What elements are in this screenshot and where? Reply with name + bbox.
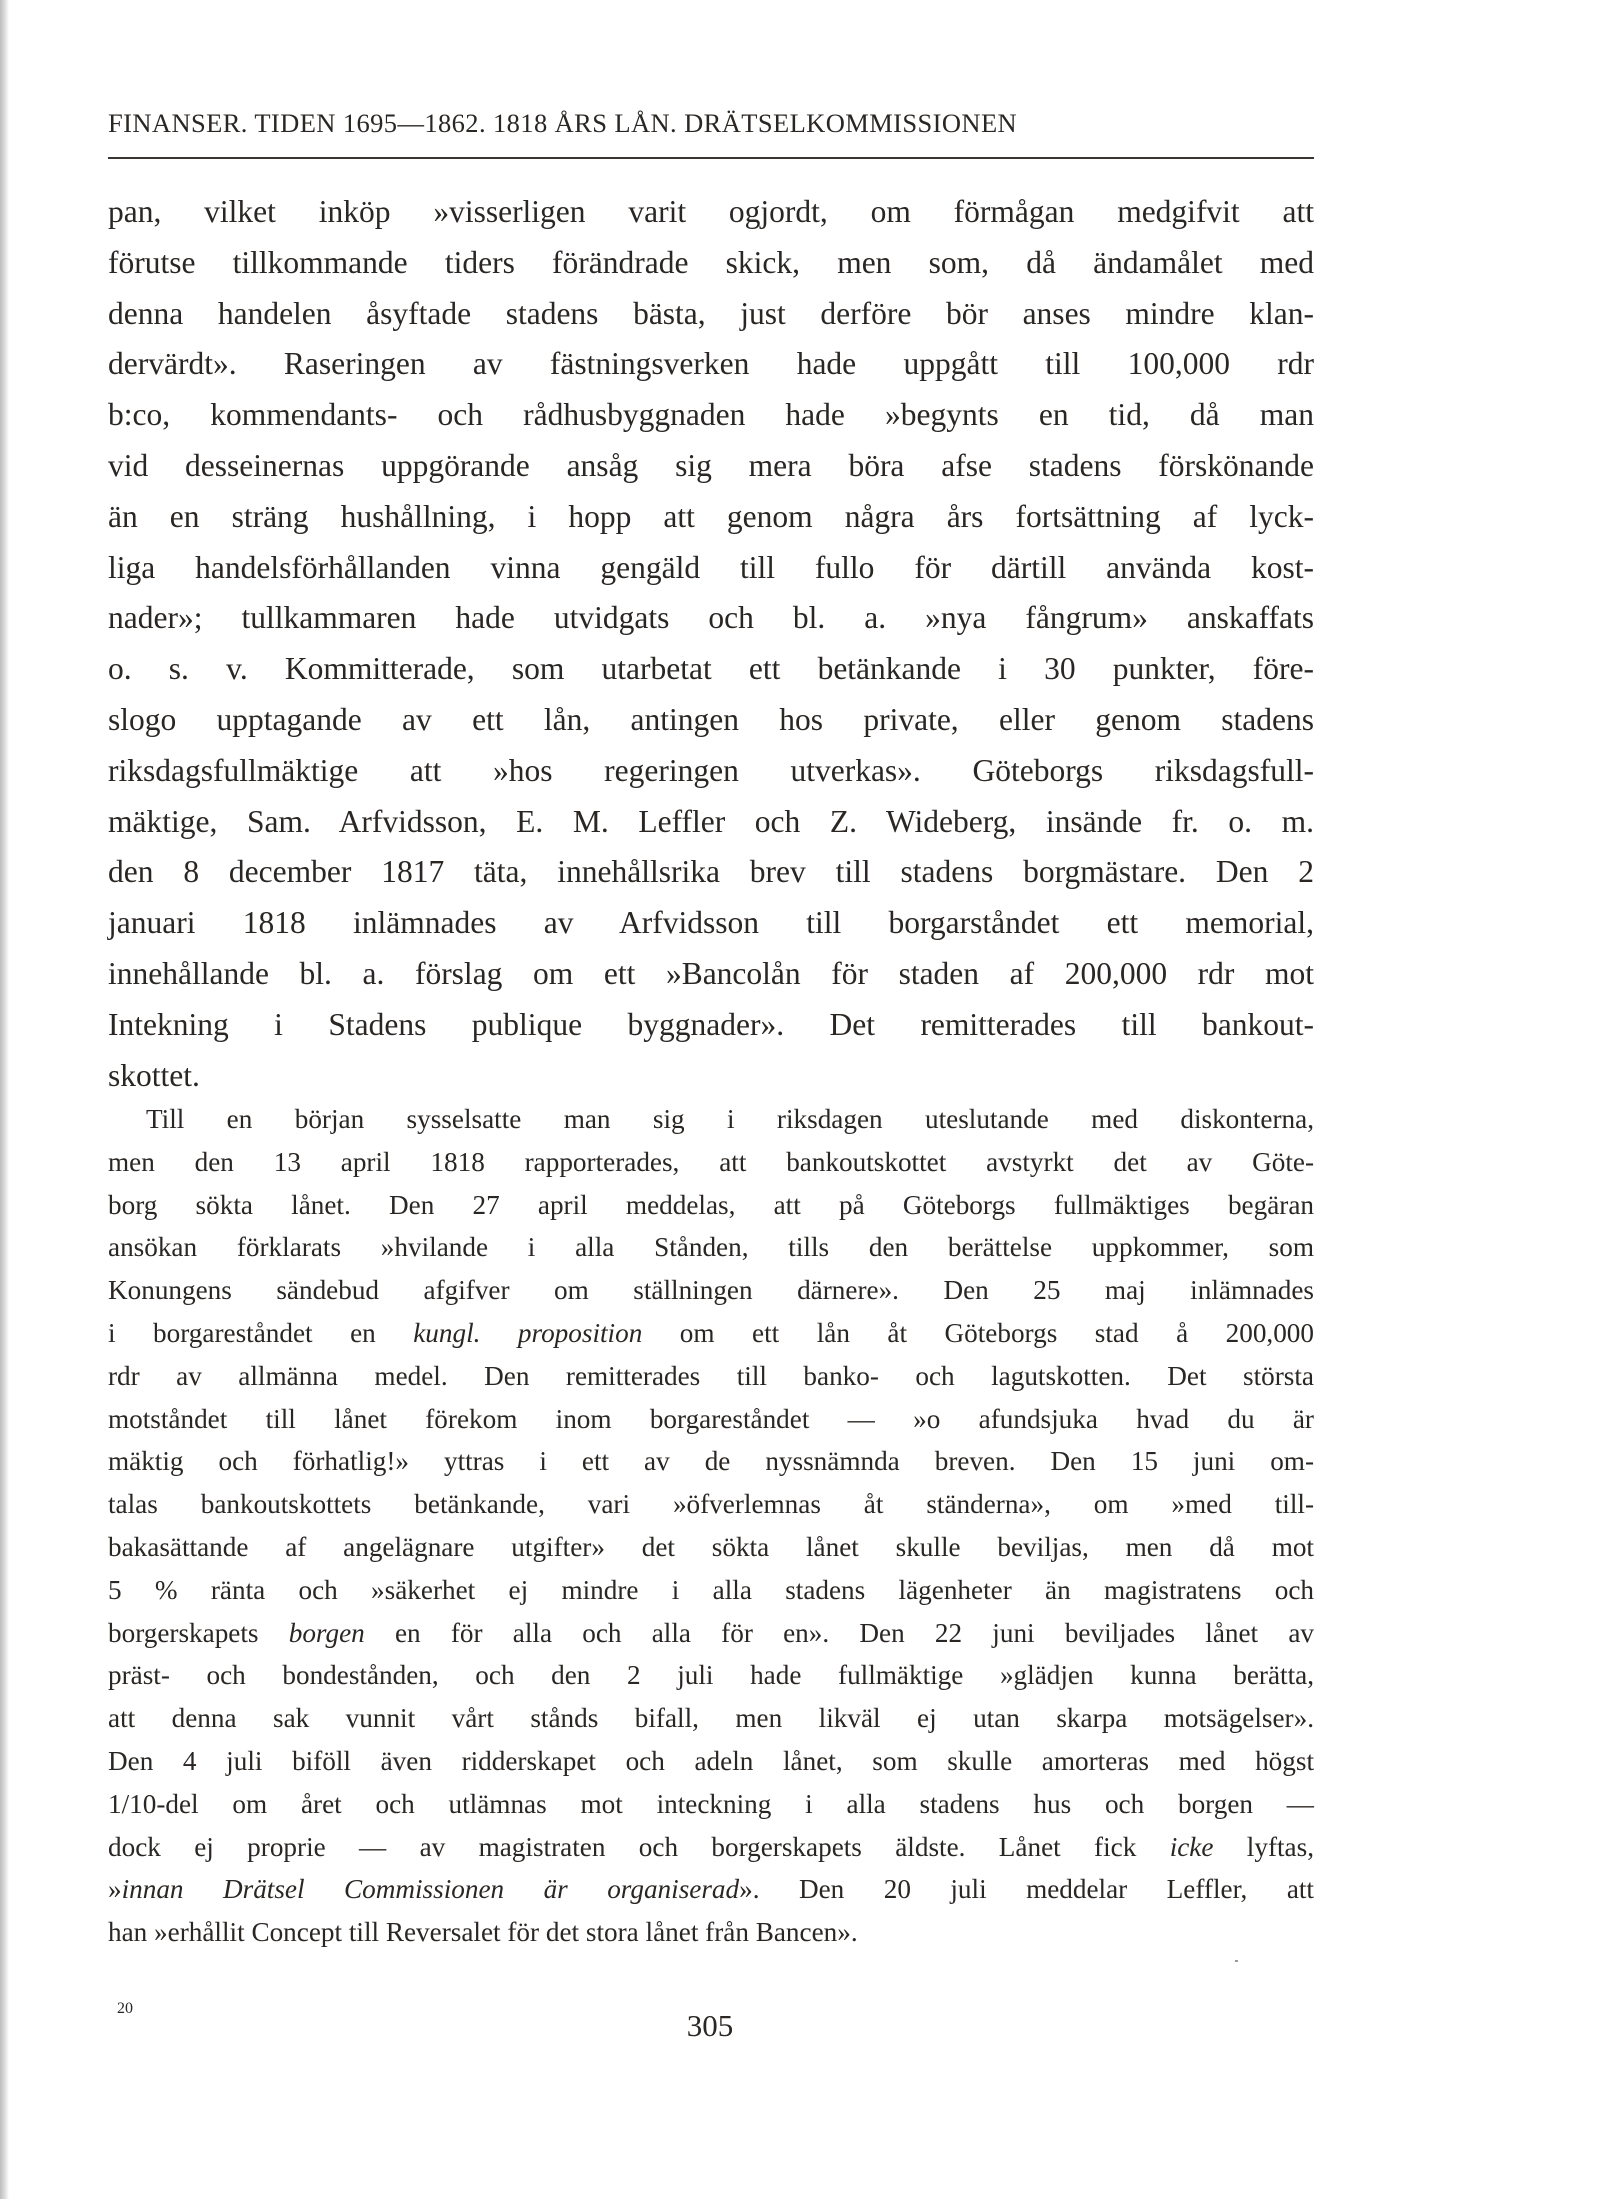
text-run: Till en början sysselsatte man sig i riksdagen uteslutande med diskonterna, <box>146 1104 1314 1134</box>
text-line <box>108 1911 1314 1954</box>
text-line: o. s. v. Kommitterade, som utarbetat ett betänkande i 30 punkter, före- <box>108 651 1314 687</box>
italic-run: borgen <box>288 1617 365 1648</box>
page-number: 305 <box>686 2008 734 2043</box>
text-run: rdr av allmänna medel. Den remitterades till banko- och lagutskotten. Det största <box>108 1360 1314 1391</box>
text-line <box>108 1098 1314 1141</box>
text-line: innehållande bl. a. förslag om ett »Bancolån för staden af 200,000 rdr mot <box>108 955 1314 991</box>
text-line: nader»; tullkammaren hade utvidgats och bl. a. »nya fångrum» anskaffats <box>108 600 1314 636</box>
paragraph-1 <box>108 187 1314 1101</box>
text-line <box>108 1783 1314 1826</box>
text-line: Intekning i Stadens publique byggnader». Det remitterades till bankout- <box>108 1006 1314 1042</box>
text-line <box>108 1612 1314 1655</box>
text-line: slogo upptagande av ett lån, antingen hos private, eller genom stadens <box>108 701 1314 737</box>
text-line: liga handelsförhållanden vinna gengäld till fullo för därtill använda kost- <box>108 549 1314 585</box>
signature-mark: 20 <box>117 2000 133 2017</box>
text-run: 1/10-del om året och utlämnas mot inteckning i alla stadens hus och borgen — <box>108 1788 1314 1819</box>
text-line <box>108 1184 1314 1227</box>
text-line <box>108 1398 1314 1441</box>
text-line: förutse tillkommande tiders förändrade skick, men som, då ändamålet med <box>108 244 1314 280</box>
text-line <box>108 1740 1314 1783</box>
text-run: Konungens sändebud afgifver om ställningen därnere». Den 25 maj inlämnades <box>108 1275 1314 1306</box>
text-line: januari 1818 inlämnades av Arfvidsson till borgarståndet ett memorial, <box>108 905 1314 941</box>
text-run: att denna sak vunnit vårt stånds bifall, men likväl ej utan skarpa motsägelser». <box>108 1703 1314 1734</box>
text-line <box>108 1526 1314 1569</box>
text-line <box>108 1868 1314 1911</box>
text-run: mäktig och förhatlig!» yttras i ett av de nyssnämnda breven. Den 15 juni om- <box>108 1446 1314 1477</box>
text-run: motståndet till lånet förekom inom borgareståndet — »o afundsjuka hvad du är <box>108 1403 1314 1434</box>
text-line: vid desseinernas uppgörande ansåg sig mera böra afse stadens förskönande <box>108 447 1314 483</box>
text-line <box>108 1654 1314 1697</box>
text-line <box>108 1826 1314 1869</box>
text-run: Den 4 juli biföll även ridderskapet och adeln lånet, som skulle amorteras med högst <box>108 1745 1314 1776</box>
text-line <box>108 1226 1314 1269</box>
text-run: präst- och bondestånden, och den 2 juli hade fullmäktige »glädjen kunna berätta, <box>108 1660 1314 1691</box>
text-line <box>108 1312 1314 1355</box>
text-line <box>108 1440 1314 1483</box>
running-head: FINANSER. TIDEN 1695—1862. 1818 ÅRS LÅN. DRÄTSELKOMMISSIONEN <box>108 108 1018 138</box>
text-run: i borgareståndet en <box>108 1317 414 1348</box>
italic-run: innan Drätsel Commissionen är organiserad <box>121 1874 740 1905</box>
text-line: än en sträng hushållning, i hopp att genom några års fortsättning af lyck- <box>108 498 1314 534</box>
text-run: ». Den 20 juli meddelar Leffler, att <box>739 1874 1314 1905</box>
italic-run: icke <box>1169 1831 1214 1862</box>
text-run: han »erhållit Concept till Reversalet för det stora lånet från Bancen». <box>108 1917 858 1948</box>
text-line: dervärdt». Raseringen av fästningsverken hade uppgått till 100,000 rdr <box>108 346 1314 382</box>
text-run: men den 13 april 1818 rapporterades, att bankoutskottet avstyrkt det av Göte- <box>108 1146 1314 1177</box>
text-line <box>108 1141 1314 1184</box>
text-run: borgerskapets <box>108 1617 289 1648</box>
text-line: mäktige, Sam. Arfvidsson, E. M. Leffler och Z. Wideberg, insände fr. o. m. <box>108 803 1314 839</box>
text-line: denna handelen åsyftade stadens bästa, just derföre bör anses mindre klan- <box>108 295 1314 331</box>
text-line: skottet. <box>108 1057 200 1093</box>
text-run: lyftas, <box>1213 1831 1315 1862</box>
text-run: en för alla och alla för en». Den 22 juni beviljades lånet av <box>364 1617 1314 1648</box>
text-line: b:co, kommendants- och rådhusbyggnaden hade »begynts en tid, då man <box>108 397 1314 433</box>
text-line: den 8 december 1817 täta, innehållsrika brev till stadens borgmästare. Den 2 <box>108 854 1314 890</box>
text-run: talas bankoutskottets betänkande, vari »öfverlemnas åt ständerna», om »med till- <box>108 1489 1314 1520</box>
text-run: 5 % ränta och »säkerhet ej mindre i alla stadens lägenheter än magistratens och <box>108 1574 1314 1605</box>
page-edge <box>0 0 9 2199</box>
text-run: borg sökta lånet. Den 27 april meddelas, att på Göteborgs fullmäktiges begäran <box>108 1189 1314 1220</box>
text-line: riksdagsfullmäktige att »hos regeringen utverkas». Göteborgs riksdagsfull- <box>108 752 1314 788</box>
paragraph-2 <box>108 1098 1314 1954</box>
header-rule <box>108 157 1314 159</box>
text-run: om ett lån åt Göteborgs stad å 200,000 <box>642 1317 1314 1348</box>
text-line <box>108 1355 1314 1398</box>
text-line: pan, vilket inköp »visserligen varit ogjordt, om förmågan medgifvit att <box>108 194 1314 229</box>
scan-speck <box>1235 1960 1238 1962</box>
text-run: ansökan förklarats »hvilande i alla Stånden, tills den berättelse uppkommer, som <box>108 1232 1314 1263</box>
text-run: bakasättande af angelägnare utgifter» det sökta lånet skulle beviljas, men då mot <box>108 1531 1314 1562</box>
text-line <box>108 1697 1314 1740</box>
text-line <box>108 1483 1314 1526</box>
italic-run: kungl. proposition <box>413 1317 643 1348</box>
text-run: dock ej proprie — av magistraten och borgerskapets äldste. Lånet fick <box>108 1831 1170 1862</box>
text-line <box>108 1569 1314 1612</box>
text-line <box>108 1269 1314 1312</box>
text-run: » <box>108 1874 122 1905</box>
